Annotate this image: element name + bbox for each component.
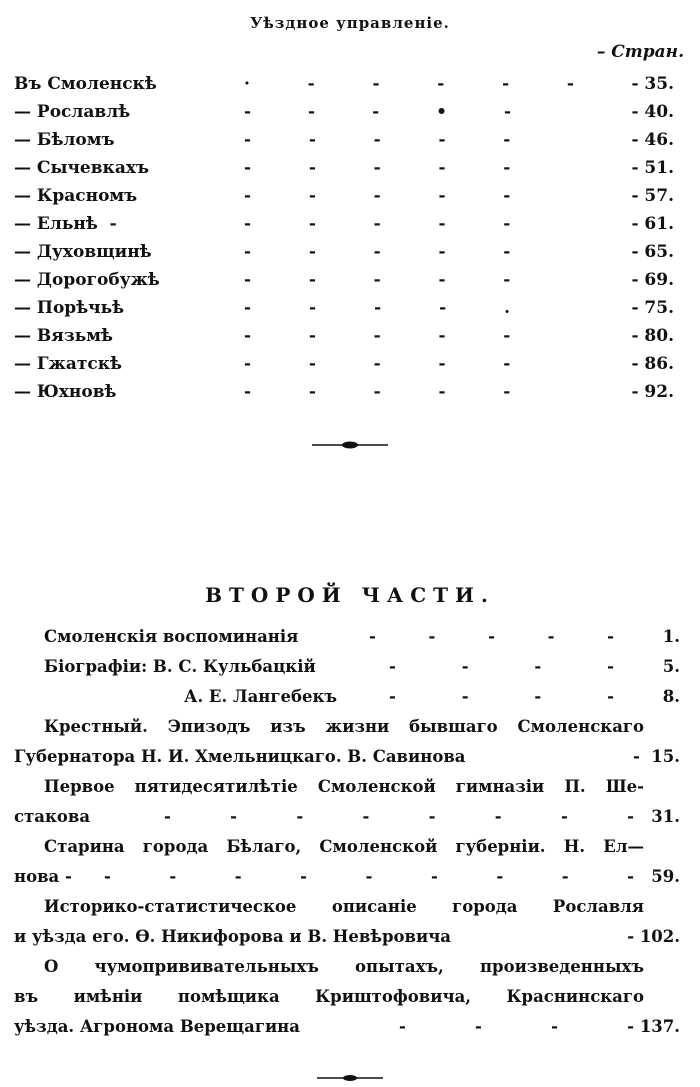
entry-line: уѣзда. Агронома Верещагина [14,1017,300,1036]
entry-page: 5. [662,657,680,676]
leader-dots: - - - - - [244,214,511,234]
list-item [14,98,674,126]
leader-dots: - - - - [389,657,614,676]
part-two-list [14,622,680,1042]
item-page: - 65. [631,242,674,262]
leader-dots: - - - - - [244,242,511,262]
list-item [14,294,674,322]
section-heading-part-two: ВТОРОЙ ЧАСТИ. [205,583,495,607]
dash-mark: – [596,42,612,62]
list-item [14,126,674,154]
list-item [14,832,680,892]
leader-dots: - - - - - [244,382,511,402]
item-name: — Духовщинѣ [14,242,152,262]
leader-dots: - - - - [389,687,614,706]
leader-dots: - - - • - [244,102,512,122]
entry-line: Первое пятидесятилѣтіе Смоленской гимназіи П. Ше- [44,777,644,796]
district-list [14,70,674,406]
item-name: — Дорогобужѣ [14,270,160,290]
item-page: - 86. [631,354,674,374]
leader-dots: · - - - - - [244,74,574,94]
entry-page: 31. [651,807,680,826]
entry-line: О чумопрививательныхъ опытахъ, произведенныхъ [44,957,644,976]
list-item [14,378,674,406]
item-page: - 40. [631,102,674,122]
list-item [14,70,674,98]
item-page: - 57. [631,186,674,206]
entry-page: 8. [662,687,680,706]
leader-dots: - - - - - - - - - [104,867,634,886]
entry-line: и уѣзда его. Ѳ. Никифорова и В. Невѣровича [14,927,451,946]
list-item [14,652,680,682]
item-page: - 35. [631,74,674,94]
leader-dots: - - - - - [244,326,511,346]
item-page: - 75. [631,298,674,318]
ornament-divider [0,1068,700,1087]
leader-dots: - - - - - [244,186,511,206]
leader-dots: - - - - . [244,298,511,318]
item-page: - 80. [631,326,674,346]
entry-title: А. Е. Лангебекъ [184,687,338,706]
item-name: — Гжатскѣ [14,354,122,374]
entry-page: 59. [651,867,680,886]
list-item [14,182,674,210]
section-heading-district: Уѣздное управленіе. [250,14,450,32]
entry-line: въ имѣніи помѣщика Криштофовича, Краснинскаго [14,987,644,1006]
item-page: - 92. [631,382,674,402]
list-item [14,622,680,652]
item-name: Въ Смоленскѣ [14,74,157,94]
leader-dots: - - - - - - - - [164,807,634,826]
entry-line: стакова [14,807,91,826]
entry-page: 1. [662,627,680,646]
list-item [14,952,680,1042]
list-item [14,210,674,238]
leader-dots: - - - - - [244,354,511,374]
entry-page: - 15. [632,747,680,766]
item-name: — Вязьмѣ [14,326,113,346]
item-name: — Красномъ [14,186,138,206]
item-page: - 61. [631,214,674,234]
item-name: — Порѣчьѣ [14,298,125,318]
list-item [14,238,674,266]
item-name: — Сычевкахъ [14,158,150,178]
item-page: - 51. [631,158,674,178]
entry-line: Губернатора Н. И. Хмельницкаго. В. Савинова [14,747,466,766]
entry-line: Старина города Бѣлаго, Смоленской губерніи. Н. Ел— [44,837,644,856]
page-column-label: – Стран. [596,42,684,62]
list-item [14,682,680,712]
item-name: — Юхновѣ [14,382,117,402]
entry-line: нова - [14,867,72,886]
item-name: — Бѣломъ [14,130,115,150]
entry-line: Крестный. Эпизодъ изъ жизни бывшаго Смоленскаго [44,717,644,736]
entry-line: Историко-статистическое описаніе города Рославля [44,897,644,916]
ornament-divider [0,436,700,455]
leader-dots: - - - - - [244,270,511,290]
leader-dots: - - - - - [244,130,511,150]
list-item [14,712,680,772]
entry-page: 137. [639,1017,680,1036]
entry-title: Смоленскія воспоминанія [44,627,299,646]
list-item [14,892,680,952]
leader-dots: - - - - - [244,158,511,178]
item-page: - 46. [631,130,674,150]
leader-dots: - - - - [399,1017,634,1036]
list-item [14,266,674,294]
list-item [14,350,674,378]
list-item [14,322,674,350]
entry-page: - 102. [627,927,680,946]
item-page: - 69. [631,270,674,290]
entry-title: Біографіи: В. С. Кульбацкій [44,657,316,676]
list-item [14,154,674,182]
item-name: — Ельнѣ - [14,214,117,234]
list-item [14,772,680,832]
leader-dots: - - - - - [369,627,614,646]
item-name: — Рославлѣ [14,102,131,122]
